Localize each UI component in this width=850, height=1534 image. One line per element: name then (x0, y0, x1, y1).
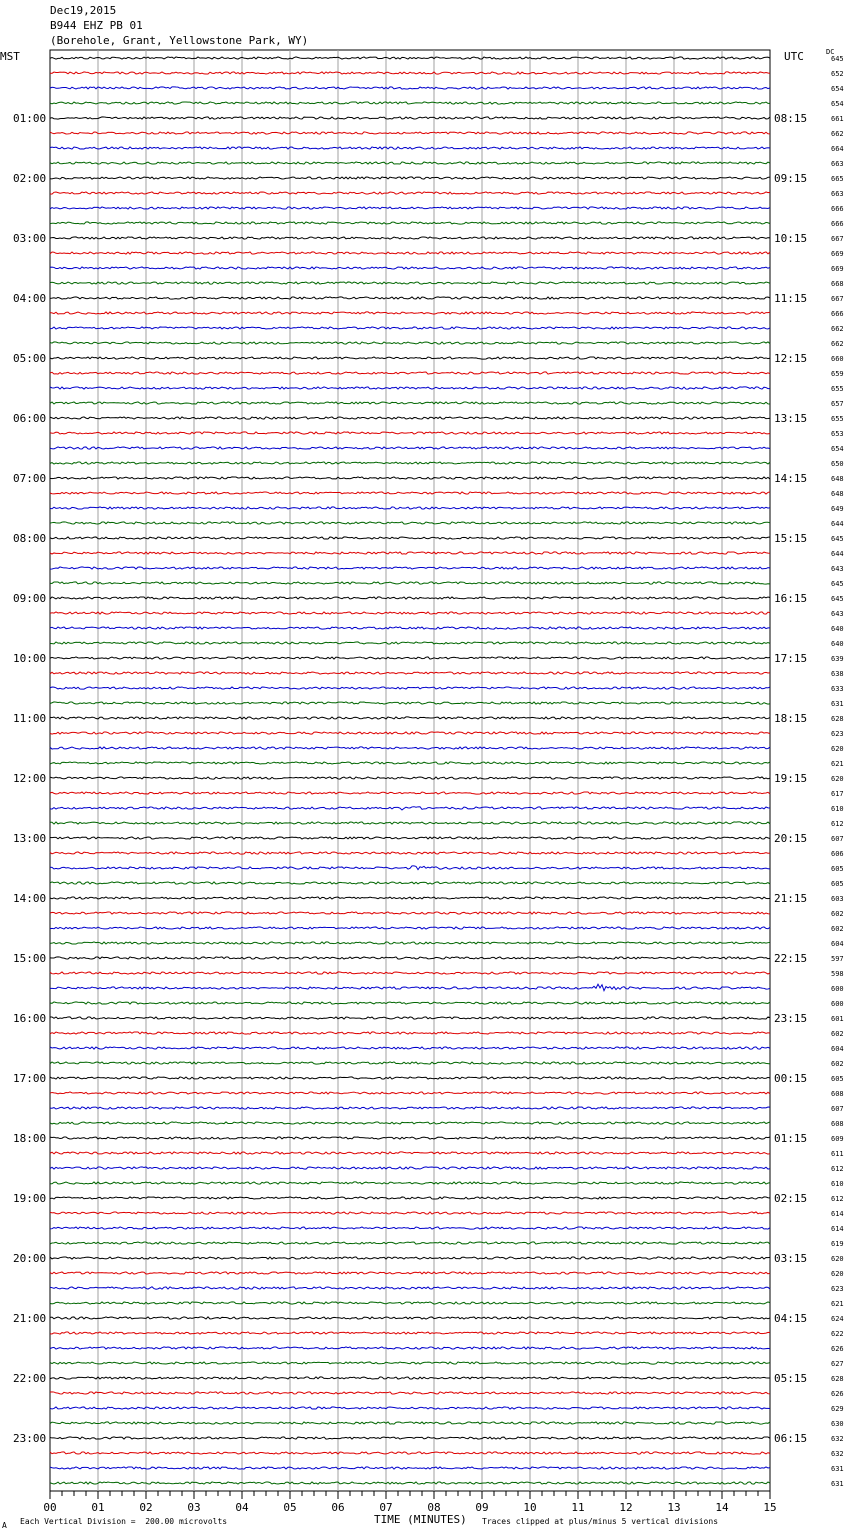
x-tick-label: 02 (139, 1501, 153, 1514)
seismic-trace (50, 1182, 770, 1184)
station-channel: B944 EHZ PB 01 (50, 19, 143, 32)
seismic-trace (50, 807, 770, 810)
dc-offset-label: 623 (831, 730, 844, 738)
seismic-trace (50, 387, 770, 389)
seismic-trace (50, 177, 770, 179)
left-hour-label: 09:00 (13, 592, 47, 605)
seismic-trace (50, 1212, 770, 1214)
dc-offset-label: 614 (831, 1225, 844, 1233)
seismic-trace (50, 462, 770, 464)
dc-offset-label: 644 (831, 520, 844, 528)
seismic-trace (50, 252, 770, 254)
dc-offset-label: 662 (831, 325, 844, 333)
right-hour-label: 16:15 (774, 592, 808, 605)
x-tick-label: 08 (427, 1501, 441, 1514)
dc-offset-label: 612 (831, 1165, 844, 1173)
right-hour-label: 13:15 (774, 412, 808, 425)
seismic-trace (50, 702, 770, 704)
dc-offset-label: 600 (831, 985, 844, 993)
dc-offset-label: 648 (831, 490, 844, 498)
right-hour-label: 17:15 (774, 652, 808, 665)
left-hour-label: 05:00 (13, 352, 47, 365)
right-hour-label: 14:15 (774, 472, 808, 485)
dc-offset-header: DC (826, 48, 835, 56)
seismic-trace (50, 672, 770, 674)
dc-offset-label: 662 (831, 130, 844, 138)
left-hour-label: 18:00 (13, 1132, 47, 1145)
dc-offset-label: 620 (831, 1270, 844, 1278)
seismic-trace (50, 1017, 770, 1019)
seismic-trace (50, 1092, 770, 1094)
seismic-trace (50, 87, 770, 89)
x-tick-label: 14 (715, 1501, 729, 1514)
right-hour-label: 04:15 (774, 1312, 808, 1325)
right-hour-label: 22:15 (774, 952, 808, 965)
dc-offset-label: 631 (831, 1465, 844, 1473)
x-tick-label: 06 (331, 1501, 345, 1514)
dc-offset-label: 620 (831, 1255, 844, 1263)
dc-offset-label: 664 (831, 145, 844, 153)
seismic-trace (50, 852, 770, 854)
dc-offset-label: 605 (831, 1075, 844, 1083)
seismic-trace (50, 822, 770, 824)
left-hour-label: 15:00 (13, 952, 47, 965)
dc-offset-label: 663 (831, 160, 844, 168)
seismic-trace (50, 537, 770, 539)
x-tick-label: 03 (187, 1501, 201, 1514)
dc-offset-label: 611 (831, 1150, 844, 1158)
dc-offset-label: 614 (831, 1210, 844, 1218)
x-tick-label: 00 (43, 1501, 57, 1514)
dc-offset-label: 668 (831, 280, 844, 288)
dc-offset-label: 626 (831, 1345, 844, 1353)
seismic-trace (50, 1152, 770, 1154)
dc-offset-label: 631 (831, 1480, 844, 1488)
dc-offset-label: 632 (831, 1450, 844, 1458)
left-hour-label: 21:00 (13, 1312, 47, 1325)
seismic-trace (50, 1137, 770, 1139)
dc-offset-label: 602 (831, 925, 844, 933)
seismic-trace (50, 1287, 770, 1290)
seismic-trace (50, 297, 770, 299)
dc-offset-label: 669 (831, 250, 844, 258)
dc-offset-label: 597 (831, 955, 844, 963)
seismic-trace (50, 612, 770, 614)
dc-offset-label: 667 (831, 235, 844, 243)
dc-offset-label: 602 (831, 1030, 844, 1038)
x-tick-label: 01 (91, 1501, 105, 1514)
dc-offset-label: 659 (831, 370, 844, 378)
dc-offset-label: 610 (831, 1180, 844, 1188)
left-hour-label: 02:00 (13, 172, 47, 185)
right-hour-label: 05:15 (774, 1372, 808, 1385)
dc-offset-label: 607 (831, 835, 844, 843)
dc-offset-label: 619 (831, 1240, 844, 1248)
dc-offset-label: 604 (831, 940, 844, 948)
dc-offset-label: 621 (831, 760, 844, 768)
dc-offset-label: 612 (831, 820, 844, 828)
dc-offset-label: 644 (831, 550, 844, 558)
seismic-trace (50, 1197, 770, 1199)
dc-offset-label: 645 (831, 535, 844, 543)
seismic-trace (50, 717, 770, 719)
seismic-trace (50, 447, 770, 449)
x-tick-label: 15 (763, 1501, 777, 1514)
dc-offset-label: 626 (831, 1390, 844, 1398)
left-hour-label: 12:00 (13, 772, 47, 785)
seismic-trace (50, 57, 770, 59)
seismic-trace (50, 132, 770, 134)
dc-offset-label: 663 (831, 190, 844, 198)
left-hour-label: 03:00 (13, 232, 47, 245)
seismic-trace (50, 687, 770, 689)
left-hour-label: 17:00 (13, 1072, 47, 1085)
left-hour-label: 20:00 (13, 1252, 47, 1265)
right-hour-label: 02:15 (774, 1192, 808, 1205)
right-hour-label: 21:15 (774, 892, 808, 905)
dc-offset-label: 609 (831, 1135, 844, 1143)
seismic-trace (50, 342, 770, 344)
x-tick-label: 10 (523, 1501, 537, 1514)
dc-offset-label: 655 (831, 415, 844, 423)
left-hour-label: 13:00 (13, 832, 47, 845)
seismic-trace (50, 1392, 770, 1394)
left-timezone-label: MST (0, 50, 20, 63)
seismic-trace (50, 417, 770, 419)
dc-offset-label: 655 (831, 385, 844, 393)
dc-offset-label: 660 (831, 355, 844, 363)
seismic-trace (50, 747, 770, 749)
dc-offset-label: 640 (831, 640, 844, 648)
seismic-trace (50, 732, 770, 734)
seismic-trace (50, 1377, 770, 1379)
dc-offset-label: 603 (831, 895, 844, 903)
seismic-trace (50, 1422, 770, 1424)
seismic-trace (50, 1047, 770, 1049)
dc-offset-label: 602 (831, 910, 844, 918)
seismic-trace (50, 882, 770, 884)
seismic-trace (50, 1437, 770, 1439)
dc-offset-label: 605 (831, 880, 844, 888)
seismic-trace (50, 642, 770, 644)
seismic-trace (50, 357, 770, 359)
right-hour-label: 01:15 (774, 1132, 808, 1145)
seismic-trace (50, 1302, 770, 1304)
seismic-trace (50, 1407, 770, 1409)
dc-offset-label: 620 (831, 745, 844, 753)
seismic-trace (50, 372, 770, 374)
left-hour-label: 01:00 (13, 112, 47, 125)
seismic-trace (50, 72, 770, 74)
dc-offset-label: 661 (831, 115, 844, 123)
dc-offset-label: 612 (831, 1195, 844, 1203)
x-axis-title: TIME (MINUTES) (374, 1513, 467, 1526)
seismic-trace (50, 1482, 770, 1484)
seismic-trace (50, 477, 770, 479)
seismic-trace (50, 1362, 770, 1364)
seismic-trace (50, 777, 770, 779)
right-hour-label: 11:15 (774, 292, 808, 305)
dc-offset-label: 654 (831, 85, 844, 93)
seismic-trace (50, 402, 770, 404)
left-hour-label: 10:00 (13, 652, 47, 665)
dc-offset-label: 617 (831, 790, 844, 798)
x-tick-label: 11 (571, 1501, 585, 1514)
dc-offset-label: 645 (831, 55, 844, 63)
seismic-trace (50, 552, 770, 554)
dc-offset-label: 645 (831, 595, 844, 603)
x-tick-label: 12 (619, 1501, 633, 1514)
dc-offset-label: 628 (831, 715, 844, 723)
dc-offset-label: 632 (831, 1435, 844, 1443)
dc-offset-label: 630 (831, 1420, 844, 1428)
dc-offset-label: 650 (831, 460, 844, 468)
seismic-trace (50, 1062, 770, 1064)
seismic-trace (50, 1272, 770, 1274)
dc-offset-label: 623 (831, 1285, 844, 1293)
vertical-scale-note: Each Vertical Division = 200.00 microvolts (20, 1517, 228, 1526)
seismic-trace (50, 582, 770, 584)
plot-frame (50, 50, 770, 1491)
dc-offset-label: 601 (831, 1015, 844, 1023)
dc-offset-label: 598 (831, 970, 844, 978)
dc-offset-label: 666 (831, 205, 844, 213)
dc-offset-label: 643 (831, 565, 844, 573)
seismic-trace (50, 282, 770, 284)
dc-offset-label: 640 (831, 625, 844, 633)
dc-offset-label: 653 (831, 430, 844, 438)
dc-offset-label: 606 (831, 850, 844, 858)
right-hour-label: 10:15 (774, 232, 808, 245)
dc-offset-label: 608 (831, 1090, 844, 1098)
left-hour-label: 23:00 (13, 1432, 47, 1445)
dc-offset-label: 629 (831, 1405, 844, 1413)
right-hour-label: 15:15 (774, 532, 808, 545)
seismic-trace (50, 912, 770, 914)
dc-offset-label: 610 (831, 805, 844, 813)
seismic-trace (50, 972, 770, 974)
dc-offset-label: 662 (831, 340, 844, 348)
dc-offset-label: 621 (831, 1300, 844, 1308)
left-hour-label: 19:00 (13, 1192, 47, 1205)
seismic-trace (50, 984, 770, 991)
x-tick-label: 04 (235, 1501, 249, 1514)
seismic-trace (50, 147, 770, 149)
left-hour-label: 04:00 (13, 292, 47, 305)
dc-offset-label: 631 (831, 700, 844, 708)
dc-offset-label: 605 (831, 865, 844, 873)
dc-offset-label: 633 (831, 685, 844, 693)
dc-offset-label: 666 (831, 310, 844, 318)
dc-offset-label: 652 (831, 70, 844, 78)
x-tick-label: 07 (379, 1501, 393, 1514)
dc-offset-label: 608 (831, 1120, 844, 1128)
x-tick-label: 05 (283, 1501, 297, 1514)
seismic-trace (50, 866, 770, 870)
seismic-trace (50, 1032, 770, 1034)
right-hour-label: 23:15 (774, 1012, 808, 1025)
right-hour-label: 00:15 (774, 1072, 808, 1085)
station-location: (Borehole, Grant, Yellowstone Park, WY) (50, 34, 309, 47)
seismic-trace (50, 237, 770, 239)
dc-offset-label: 667 (831, 295, 844, 303)
seismic-trace (50, 1107, 770, 1109)
seismic-trace (50, 222, 770, 224)
seismic-trace (50, 1257, 770, 1259)
seismic-trace (50, 1347, 770, 1349)
footer-mark: A (2, 1521, 7, 1530)
seismic-trace (50, 312, 770, 314)
right-hour-label: 09:15 (774, 172, 808, 185)
seismic-trace (50, 522, 770, 524)
seismic-trace (50, 192, 770, 194)
seismic-trace (50, 837, 770, 839)
seismic-trace (50, 792, 770, 794)
seismic-trace (50, 162, 770, 164)
seismic-trace (50, 1077, 770, 1079)
dc-offset-label: 622 (831, 1330, 844, 1338)
seismic-trace (50, 657, 770, 659)
seismic-trace (50, 1167, 770, 1169)
left-hour-label: 07:00 (13, 472, 47, 485)
dc-offset-label: 628 (831, 1375, 844, 1383)
dc-offset-label: 607 (831, 1105, 844, 1113)
seismic-trace (50, 432, 770, 434)
dc-offset-label: 666 (831, 220, 844, 228)
dc-offset-label: 669 (831, 265, 844, 273)
clip-note: Traces clipped at plus/minus 5 vertical divisions (482, 1517, 719, 1526)
dc-offset-label: 654 (831, 100, 844, 108)
station-date: Dec19,2015 (50, 4, 117, 17)
seismic-trace (50, 267, 770, 269)
seismic-trace (50, 492, 770, 494)
right-hour-label: 20:15 (774, 832, 808, 845)
seismic-trace (50, 507, 770, 509)
dc-offset-label: 645 (831, 580, 844, 588)
seismic-trace (50, 597, 770, 599)
seismic-trace (50, 207, 770, 209)
dc-offset-label: 657 (831, 400, 844, 408)
right-hour-label: 19:15 (774, 772, 808, 785)
dc-offset-label: 665 (831, 175, 844, 183)
x-tick-label: 13 (667, 1501, 681, 1514)
dc-offset-label: 643 (831, 610, 844, 618)
seismic-trace (50, 897, 770, 899)
seismic-trace (50, 1227, 770, 1229)
x-tick-label: 09 (475, 1501, 489, 1514)
right-hour-label: 03:15 (774, 1252, 808, 1265)
seismic-trace (50, 1332, 770, 1334)
left-hour-label: 16:00 (13, 1012, 47, 1025)
right-hour-label: 08:15 (774, 112, 808, 125)
seismic-trace (50, 567, 770, 569)
dc-offset-label: 604 (831, 1045, 844, 1053)
dc-offset-label: 627 (831, 1360, 844, 1368)
right-hour-label: 18:15 (774, 712, 808, 725)
seismic-trace (50, 762, 770, 764)
left-hour-label: 08:00 (13, 532, 47, 545)
right-hour-label: 06:15 (774, 1432, 808, 1445)
seismic-trace (50, 327, 770, 329)
seismic-trace (50, 102, 770, 104)
dc-offset-label: 648 (831, 475, 844, 483)
right-timezone-label: UTC (784, 50, 804, 63)
left-hour-label: 11:00 (13, 712, 47, 725)
seismic-trace (50, 927, 770, 929)
left-hour-label: 06:00 (13, 412, 47, 425)
dc-offset-label: 620 (831, 775, 844, 783)
left-hour-label: 14:00 (13, 892, 47, 905)
seismic-trace (50, 1467, 770, 1469)
seismic-trace (50, 1452, 770, 1454)
seismic-trace (50, 1002, 770, 1004)
seismic-trace (50, 117, 770, 119)
dc-offset-label: 639 (831, 655, 844, 663)
seismic-trace (50, 1242, 770, 1244)
dc-offset-label: 600 (831, 1000, 844, 1008)
dc-offset-label: 638 (831, 670, 844, 678)
dc-offset-label: 654 (831, 445, 844, 453)
dc-offset-label: 649 (831, 505, 844, 513)
seismic-trace (50, 957, 770, 959)
left-hour-label: 22:00 (13, 1372, 47, 1385)
dc-offset-label: 624 (831, 1315, 844, 1323)
seismic-trace (50, 1122, 770, 1124)
dc-offset-label: 602 (831, 1060, 844, 1068)
seismic-trace (50, 627, 770, 629)
right-hour-label: 12:15 (774, 352, 808, 365)
seismic-trace (50, 942, 770, 944)
seismic-trace (50, 1317, 770, 1319)
